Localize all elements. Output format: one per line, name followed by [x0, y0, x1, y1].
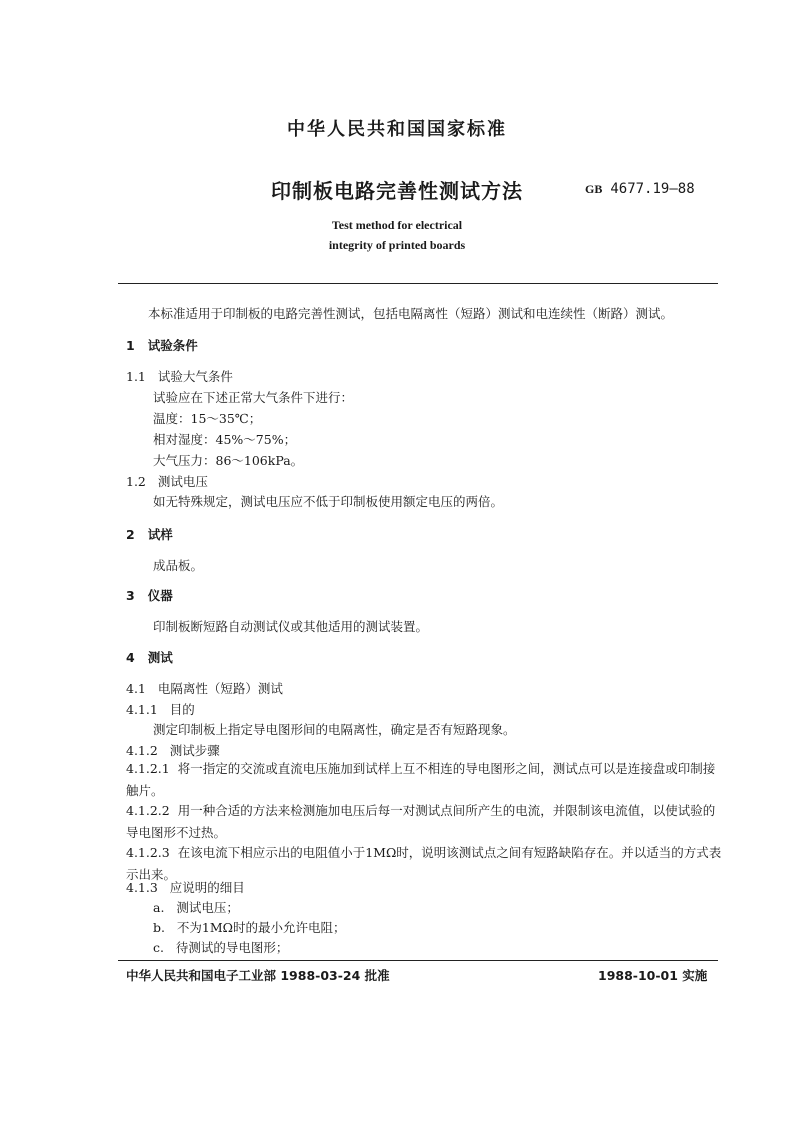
section-1-2-heading: 1.2 测试电压: [126, 474, 208, 489]
english-title-line2: integrity of printed boards: [328, 238, 466, 252]
intro-paragraph: 本标准适用于印制板的电路完善性测试，包括电隔离性（短路）测试和电连续性（断路）测试。: [148, 306, 674, 321]
section-1-1-line: 大气压力：86～106kPa。: [153, 453, 304, 468]
country-standard-heading: 中华人民共和国国家标准: [287, 119, 507, 140]
section-4-heading: 4 测试: [126, 650, 173, 665]
english-title-line1: Test method for electrical: [331, 218, 463, 232]
section-4-1-2-2: 4.1.2.2 用一种合适的方法来检测施加电压后每一对测试点间所产生的电流，并限制该电流值，以使试验的导电图形不过热。: [126, 803, 716, 840]
section-1-1-line: 相对湿度：45%～75%；: [153, 432, 297, 447]
document-title: 印制板电路完善性测试方法: [271, 179, 523, 203]
section-4-1-heading: 4.1 电隔离性（短路）测试: [126, 681, 283, 696]
standard-code-prefix: GB: [585, 182, 603, 196]
detail-item: c. 待测试的导电图形；: [153, 940, 289, 955]
section-4-1-1-text: 测定印制板上指定导电图形间的电隔离性，确定是否有短路现象。: [153, 722, 516, 737]
header-rule: [118, 283, 718, 284]
section-2-heading: 2 试样: [126, 527, 173, 542]
section-2-text: 成品板。: [153, 558, 204, 573]
section-4-1-3-heading: 4.1.3 应说明的细目: [126, 880, 245, 895]
detail-item: b. 不为1MΩ时的最小允许电阻；: [153, 920, 346, 935]
footer-rule: [118, 960, 718, 961]
section-1-1-line: 试验应在下述正常大气条件下进行：: [153, 390, 354, 405]
section-3-heading: 3 仪器: [126, 588, 173, 603]
standard-code-number: 4677.19—88: [610, 181, 695, 197]
section-4-1-1-heading: 4.1.1 目的: [126, 702, 195, 717]
implementation-date: 1988-10-01 实施: [598, 968, 708, 983]
section-1-1-line: 温度：15～35℃；: [153, 411, 262, 426]
detail-item: a. 测试电压；: [153, 900, 239, 915]
section-4-1-2-heading: 4.1.2 测试步骤: [126, 743, 220, 758]
section-3-text: 印制板断短路自动测试仪或其他适用的测试装置。: [153, 619, 429, 634]
section-1-1-heading: 1.1 试验大气条件: [126, 369, 233, 384]
section-4-1-2-1: 4.1.2.1 将一指定的交流或直流电压施加到试样上互不相连的导电图形之间，测试点可以是连接盘或印制接触片。: [126, 761, 716, 798]
approval-note: 中华人民共和国电子工业部 1988-03-24 批准: [126, 968, 390, 983]
section-1-2-text: 如无特殊规定，测试电压应不低于印制板使用额定电压的两倍。: [153, 494, 504, 509]
section-4-1-2-3: 4.1.2.3 在该电流下相应示出的电阻值小于1MΩ时，说明该测试点之间有短路缺陷存在。并以适当的方式表示出来。: [126, 845, 722, 882]
standard-code: [585, 181, 695, 197]
section-1-heading: 1 试验条件: [126, 338, 198, 353]
